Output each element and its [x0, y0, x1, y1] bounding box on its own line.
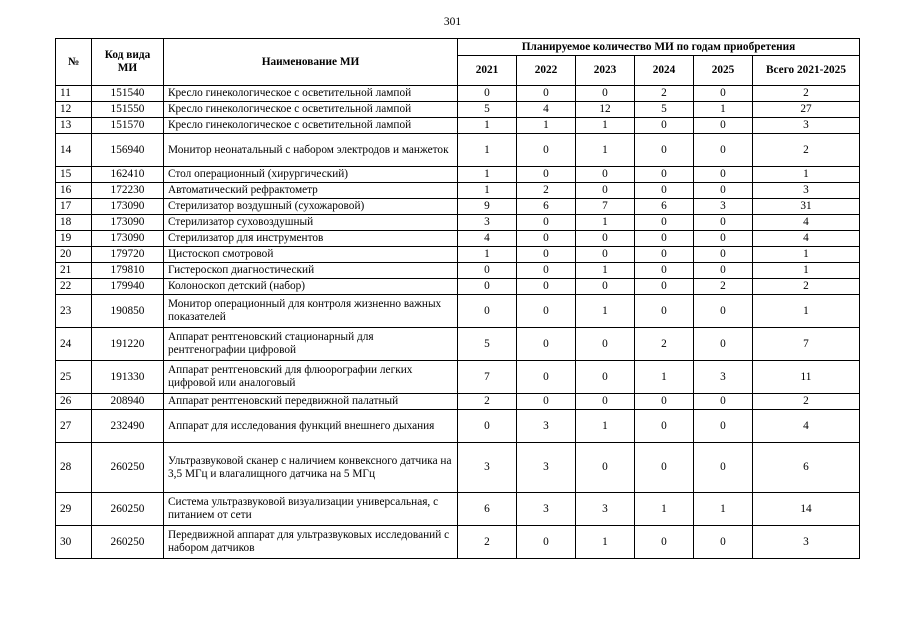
- cell-year-value: 3: [694, 199, 753, 215]
- cell-year-value: 0: [635, 215, 694, 231]
- cell-name: Стол операционный (хирургический): [164, 167, 458, 183]
- table-body: [56, 86, 860, 559]
- cell-name: Автоматический рефрактометр: [164, 183, 458, 199]
- cell-code: 172230: [92, 183, 164, 199]
- cell-total: 4: [753, 215, 860, 231]
- cell-year-value: 0: [517, 263, 576, 279]
- cell-year-value: 1: [576, 118, 635, 134]
- table-row: [56, 199, 860, 215]
- cell-year-value: 3: [517, 493, 576, 526]
- cell-year-value: 0: [694, 167, 753, 183]
- cell-code: 173090: [92, 215, 164, 231]
- cell-year-value: 0: [694, 134, 753, 167]
- cell-year-value: 0: [694, 443, 753, 493]
- cell-code: 173090: [92, 199, 164, 215]
- cell-year-value: 3: [458, 215, 517, 231]
- cell-total: 14: [753, 493, 860, 526]
- cell-year-value: 2: [635, 86, 694, 102]
- cell-total: 2: [753, 394, 860, 410]
- cell-year-value: 0: [576, 394, 635, 410]
- cell-name: Цистоскоп смотровой: [164, 247, 458, 263]
- cell-code: 151550: [92, 102, 164, 118]
- table-row: [56, 394, 860, 410]
- cell-year-value: 6: [458, 493, 517, 526]
- cell-name: Кресло гинекологическое с осветительной лампой: [164, 86, 458, 102]
- cell-name: Стерилизатор воздушный (сухожаровой): [164, 199, 458, 215]
- cell-year-value: 0: [517, 279, 576, 295]
- cell-year-value: 0: [576, 86, 635, 102]
- cell-name: Система ультразвуковой визуализации универсальная, с питанием от сети: [164, 493, 458, 526]
- cell-name: Ультразвуковой сканер с наличием конвексного датчика на 3,5 МГц и влагалищного датчика на 5 МГц: [164, 443, 458, 493]
- table-row: [56, 102, 860, 118]
- table-row: [56, 167, 860, 183]
- cell-name: Монитор операционный для контроля жизненно важных показателей: [164, 295, 458, 328]
- table-row: [56, 410, 860, 443]
- cell-year-value: 4: [458, 231, 517, 247]
- cell-total: 2: [753, 279, 860, 295]
- cell-code: 151540: [92, 86, 164, 102]
- cell-year-value: 1: [576, 410, 635, 443]
- cell-total: 3: [753, 526, 860, 559]
- cell-year-value: 0: [576, 279, 635, 295]
- cell-year-value: 0: [458, 86, 517, 102]
- cell-total: 1: [753, 295, 860, 328]
- cell-year-value: 1: [694, 102, 753, 118]
- cell-code: 191220: [92, 328, 164, 361]
- header-code: Код вида МИ: [92, 39, 164, 86]
- cell-name: Аппарат рентгеновский стационарный для рентгенографии цифровой: [164, 328, 458, 361]
- cell-year-value: 0: [635, 410, 694, 443]
- cell-year-value: 0: [694, 247, 753, 263]
- cell-year-value: 0: [517, 394, 576, 410]
- cell-name: Кресло гинекологическое с осветительной лампой: [164, 102, 458, 118]
- cell-total: 4: [753, 231, 860, 247]
- cell-total: 27: [753, 102, 860, 118]
- cell-code: 179940: [92, 279, 164, 295]
- cell-number: 29: [56, 493, 92, 526]
- table-row: [56, 215, 860, 231]
- cell-year-value: 0: [517, 167, 576, 183]
- cell-year-value: 0: [635, 118, 694, 134]
- cell-total: 7: [753, 328, 860, 361]
- cell-code: 260250: [92, 526, 164, 559]
- cell-year-value: 0: [694, 410, 753, 443]
- cell-total: 11: [753, 361, 860, 394]
- cell-year-value: 0: [635, 231, 694, 247]
- table-row: [56, 328, 860, 361]
- cell-code: 173090: [92, 231, 164, 247]
- cell-year-value: 7: [576, 199, 635, 215]
- cell-year-value: 0: [635, 263, 694, 279]
- header-year: 2021: [458, 56, 517, 86]
- cell-code: 260250: [92, 493, 164, 526]
- table-row: [56, 295, 860, 328]
- cell-year-value: 1: [635, 361, 694, 394]
- cell-year-value: 3: [458, 443, 517, 493]
- cell-name: Колоноскоп детский (набор): [164, 279, 458, 295]
- cell-year-value: 1: [576, 295, 635, 328]
- cell-number: 26: [56, 394, 92, 410]
- cell-year-value: 1: [576, 263, 635, 279]
- cell-year-value: 0: [517, 247, 576, 263]
- cell-year-value: 5: [458, 102, 517, 118]
- cell-number: 22: [56, 279, 92, 295]
- cell-year-value: 0: [635, 279, 694, 295]
- cell-year-value: 4: [517, 102, 576, 118]
- cell-year-value: 1: [458, 134, 517, 167]
- table-row: [56, 279, 860, 295]
- cell-number: 16: [56, 183, 92, 199]
- table-row: [56, 86, 860, 102]
- cell-number: 21: [56, 263, 92, 279]
- cell-total: 4: [753, 410, 860, 443]
- cell-name: Стерилизатор для инструментов: [164, 231, 458, 247]
- cell-year-value: 0: [576, 328, 635, 361]
- cell-year-value: 9: [458, 199, 517, 215]
- cell-year-value: 7: [458, 361, 517, 394]
- header-year: 2024: [635, 56, 694, 86]
- cell-year-value: 0: [517, 295, 576, 328]
- table-row: [56, 231, 860, 247]
- table-header: [56, 39, 860, 86]
- cell-code: 162410: [92, 167, 164, 183]
- cell-name: Кресло гинекологическое с осветительной лампой: [164, 118, 458, 134]
- cell-year-value: 1: [458, 183, 517, 199]
- cell-year-value: 0: [635, 295, 694, 328]
- cell-year-value: 0: [694, 86, 753, 102]
- cell-number: 15: [56, 167, 92, 183]
- cell-number: 18: [56, 215, 92, 231]
- cell-number: 20: [56, 247, 92, 263]
- cell-year-value: 0: [458, 295, 517, 328]
- cell-number: 19: [56, 231, 92, 247]
- cell-year-value: 0: [458, 263, 517, 279]
- cell-code: 190850: [92, 295, 164, 328]
- cell-year-value: 0: [576, 183, 635, 199]
- cell-year-value: 1: [576, 134, 635, 167]
- cell-year-value: 0: [576, 361, 635, 394]
- cell-total: 2: [753, 86, 860, 102]
- cell-name: Аппарат рентгеновский передвижной палатный: [164, 394, 458, 410]
- table-row: [56, 443, 860, 493]
- cell-name: Аппарат рентгеновский для флюорографии легких цифровой или аналоговый: [164, 361, 458, 394]
- cell-year-value: 2: [635, 328, 694, 361]
- cell-year-value: 0: [694, 328, 753, 361]
- cell-number: 27: [56, 410, 92, 443]
- cell-year-value: 0: [694, 295, 753, 328]
- cell-code: 232490: [92, 410, 164, 443]
- cell-year-value: 0: [576, 247, 635, 263]
- cell-code: 208940: [92, 394, 164, 410]
- cell-year-value: 0: [517, 215, 576, 231]
- cell-number: 17: [56, 199, 92, 215]
- cell-year-value: 1: [694, 493, 753, 526]
- cell-code: 151570: [92, 118, 164, 134]
- equipment-table: [55, 38, 860, 559]
- cell-name: Аппарат для исследования функций внешнего дыхания: [164, 410, 458, 443]
- cell-year-value: 2: [458, 394, 517, 410]
- header-year: 2022: [517, 56, 576, 86]
- cell-year-value: 0: [694, 394, 753, 410]
- cell-year-value: 0: [517, 134, 576, 167]
- cell-total: 3: [753, 183, 860, 199]
- header-year: 2023: [576, 56, 635, 86]
- cell-year-value: 0: [635, 443, 694, 493]
- cell-year-value: 5: [458, 328, 517, 361]
- cell-total: 1: [753, 263, 860, 279]
- table-row: [56, 263, 860, 279]
- cell-year-value: 0: [635, 167, 694, 183]
- cell-year-value: 0: [694, 183, 753, 199]
- cell-year-value: 0: [635, 394, 694, 410]
- cell-year-value: 3: [517, 410, 576, 443]
- cell-year-value: 0: [694, 263, 753, 279]
- cell-code: 179720: [92, 247, 164, 263]
- cell-year-value: 1: [458, 247, 517, 263]
- cell-year-value: 2: [694, 279, 753, 295]
- cell-total: 3: [753, 118, 860, 134]
- cell-year-value: 3: [517, 443, 576, 493]
- cell-year-value: 0: [635, 183, 694, 199]
- cell-number: 14: [56, 134, 92, 167]
- cell-total: 1: [753, 247, 860, 263]
- cell-number: 24: [56, 328, 92, 361]
- cell-year-value: 1: [576, 526, 635, 559]
- cell-year-value: 0: [635, 134, 694, 167]
- cell-year-value: 2: [517, 183, 576, 199]
- cell-year-value: 1: [458, 118, 517, 134]
- cell-total: 1: [753, 167, 860, 183]
- page-number: 301: [443, 16, 462, 28]
- table-row: [56, 493, 860, 526]
- cell-code: 156940: [92, 134, 164, 167]
- table-row: [56, 118, 860, 134]
- cell-number: 30: [56, 526, 92, 559]
- cell-year-value: 0: [517, 526, 576, 559]
- cell-year-value: 1: [576, 215, 635, 231]
- cell-code: 179810: [92, 263, 164, 279]
- header-number: №: [56, 39, 92, 86]
- header-year: 2025: [694, 56, 753, 86]
- cell-year-value: 0: [517, 328, 576, 361]
- table-row: [56, 134, 860, 167]
- cell-year-value: 6: [517, 199, 576, 215]
- cell-total: 2: [753, 134, 860, 167]
- cell-year-value: 0: [576, 443, 635, 493]
- cell-year-value: 0: [576, 231, 635, 247]
- cell-total: 31: [753, 199, 860, 215]
- table-row: [56, 247, 860, 263]
- table-row: [56, 183, 860, 199]
- cell-year-value: 1: [458, 167, 517, 183]
- cell-number: 12: [56, 102, 92, 118]
- cell-year-value: 5: [635, 102, 694, 118]
- cell-year-value: 12: [576, 102, 635, 118]
- cell-year-value: 0: [635, 247, 694, 263]
- table-row: [56, 361, 860, 394]
- cell-year-value: 0: [458, 410, 517, 443]
- cell-name: Гистероскоп диагностический: [164, 263, 458, 279]
- cell-year-value: 0: [458, 279, 517, 295]
- cell-year-value: 0: [694, 215, 753, 231]
- cell-year-value: 0: [694, 118, 753, 134]
- header-total: Всего 2021-2025: [753, 56, 860, 86]
- cell-code: 260250: [92, 443, 164, 493]
- cell-number: 13: [56, 118, 92, 134]
- header-name: Наименование МИ: [164, 39, 458, 86]
- cell-number: 11: [56, 86, 92, 102]
- cell-code: 191330: [92, 361, 164, 394]
- cell-year-value: 0: [576, 167, 635, 183]
- cell-year-value: 0: [517, 361, 576, 394]
- cell-number: 28: [56, 443, 92, 493]
- table-row: [56, 526, 860, 559]
- cell-year-value: 0: [635, 526, 694, 559]
- cell-year-value: 3: [694, 361, 753, 394]
- cell-year-value: 0: [517, 86, 576, 102]
- cell-total: 6: [753, 443, 860, 493]
- cell-year-value: 1: [517, 118, 576, 134]
- cell-year-value: 0: [694, 231, 753, 247]
- cell-year-value: 1: [635, 493, 694, 526]
- header-planned: Планируемое количество МИ по годам приобретения: [458, 39, 860, 56]
- cell-year-value: 3: [576, 493, 635, 526]
- cell-year-value: 2: [458, 526, 517, 559]
- cell-year-value: 0: [517, 231, 576, 247]
- cell-name: Передвижной аппарат для ультразвуковых исследований с набором датчиков: [164, 526, 458, 559]
- cell-number: 25: [56, 361, 92, 394]
- cell-number: 23: [56, 295, 92, 328]
- cell-year-value: 0: [694, 526, 753, 559]
- cell-name: Стерилизатор суховоздушный: [164, 215, 458, 231]
- cell-year-value: 6: [635, 199, 694, 215]
- cell-name: Монитор неонатальный с набором электродов и манжеток: [164, 134, 458, 167]
